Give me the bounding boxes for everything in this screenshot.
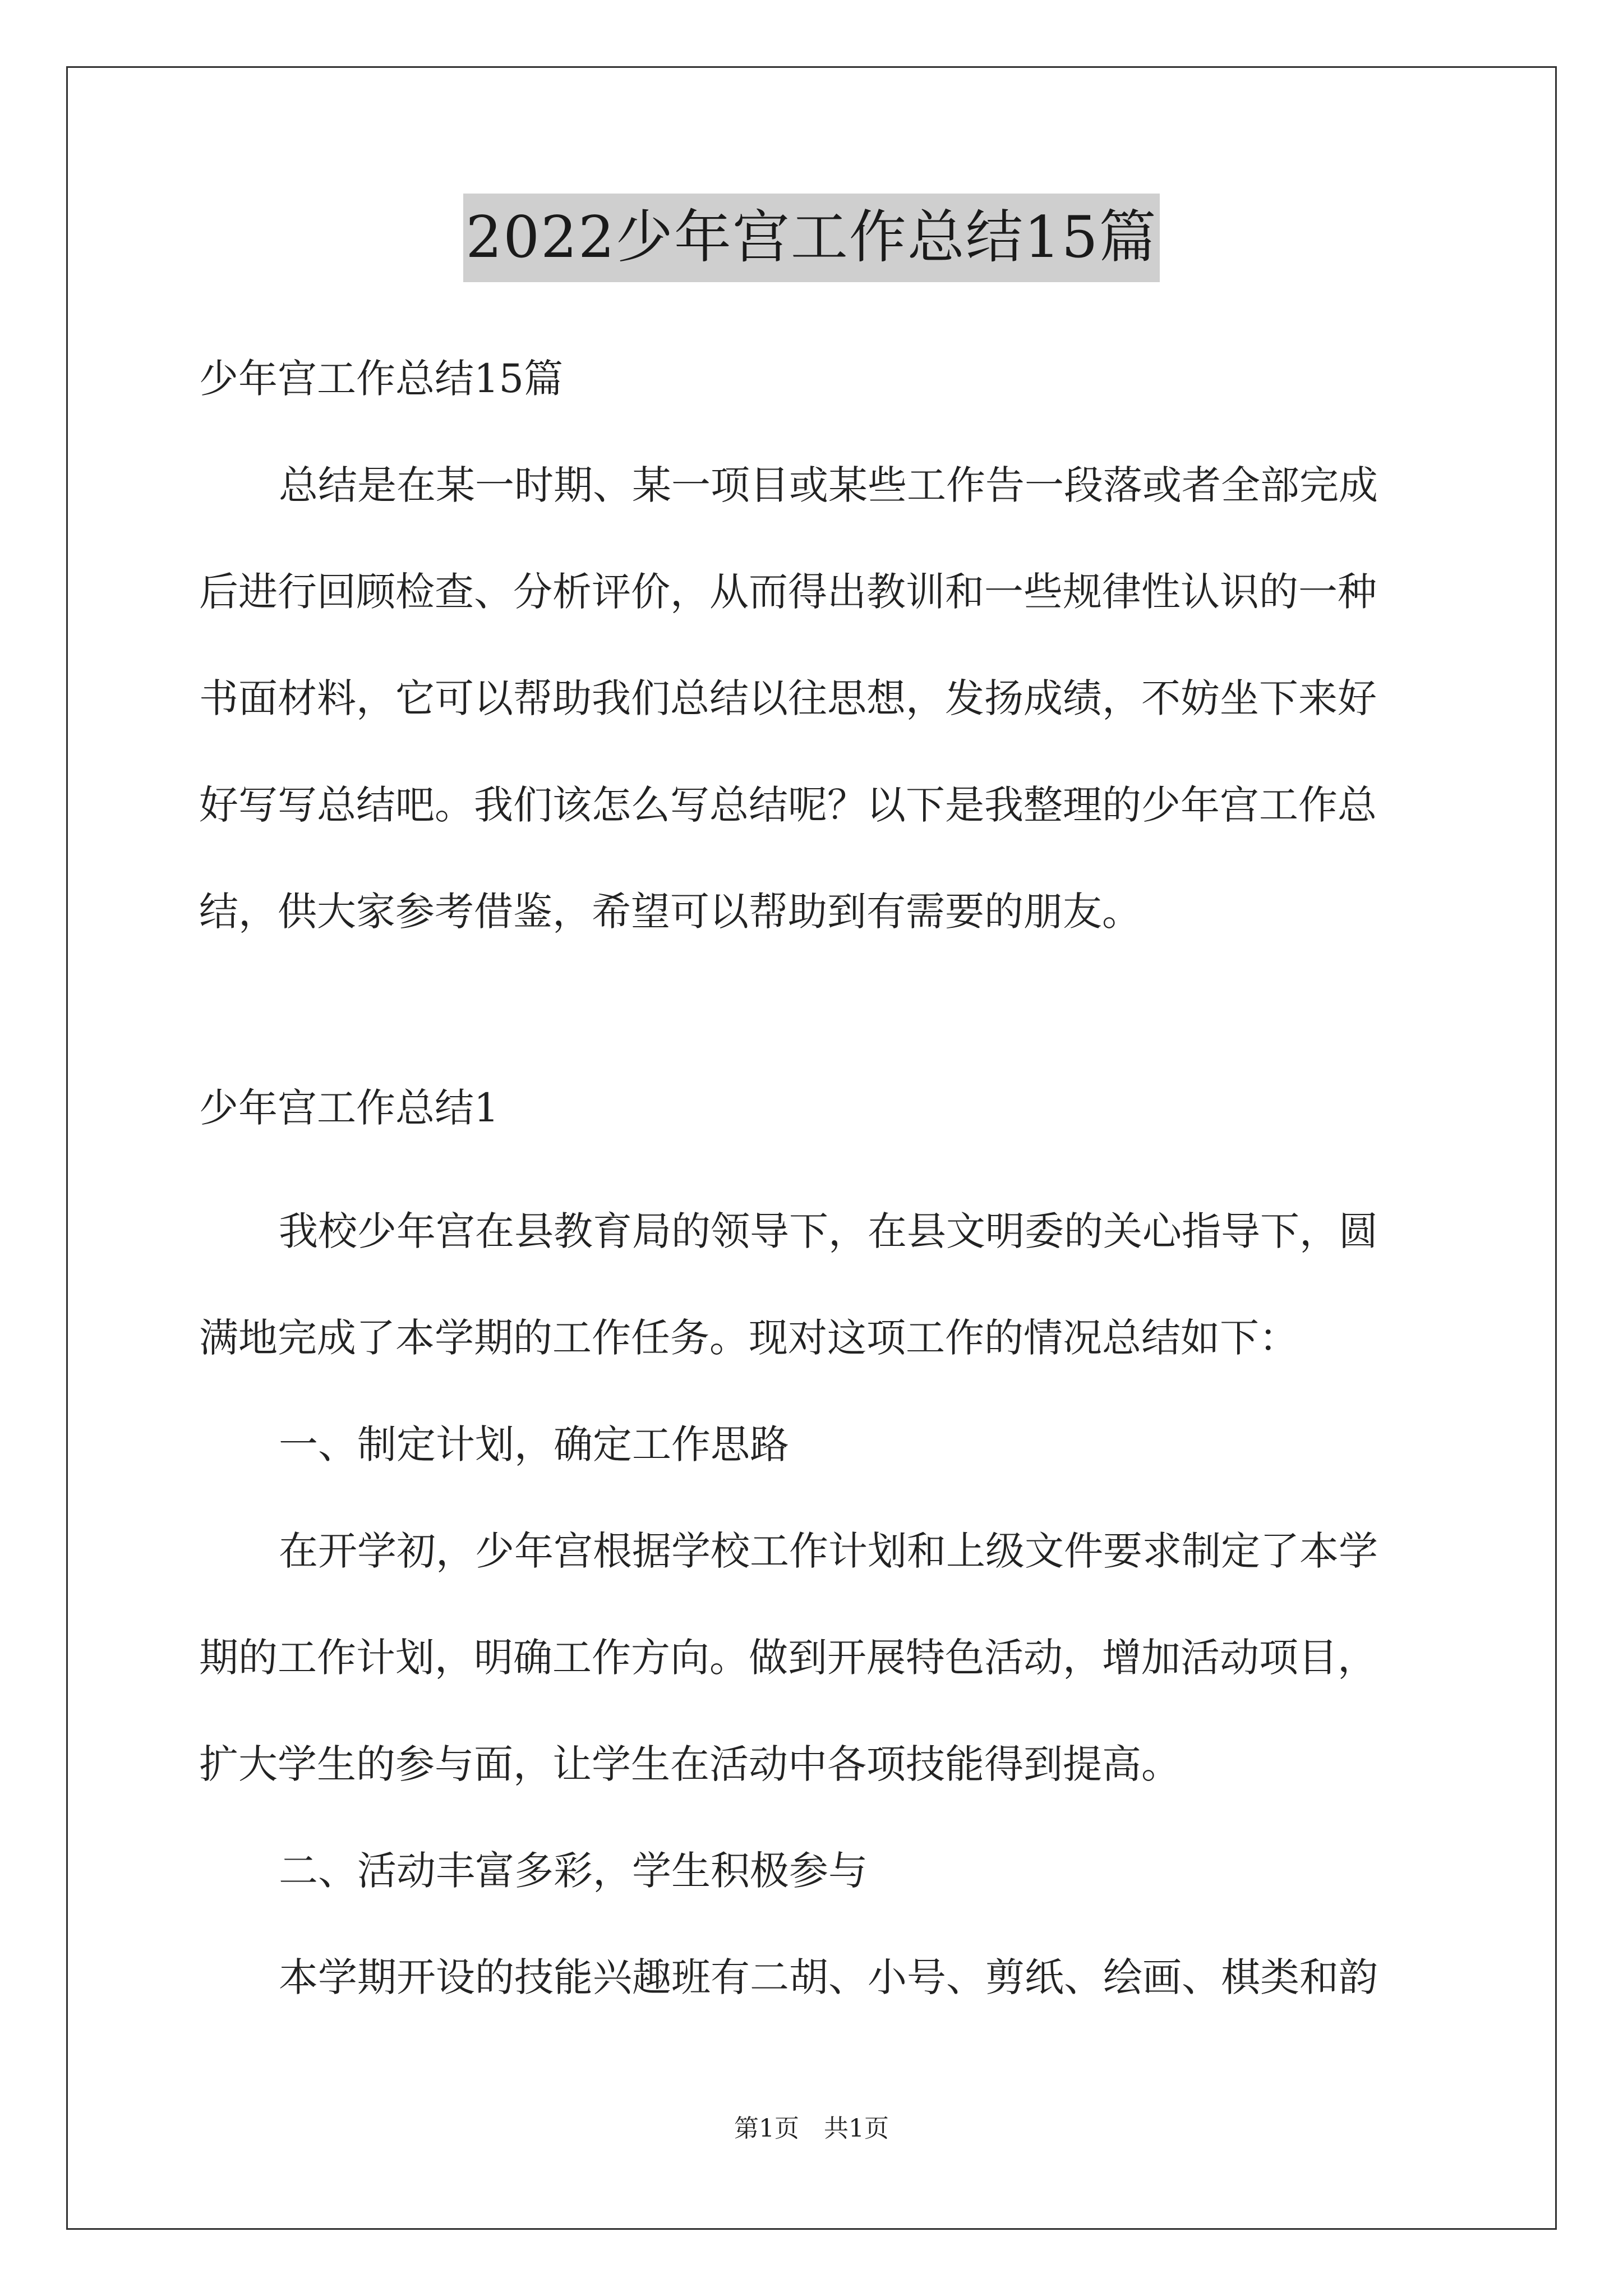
- intro-line-5: 结，供大家参考借鉴，希望可以帮助到有需要的朋友。: [199, 889, 1141, 935]
- section1-line-8: 本学期开设的技能兴趣班有二胡、小号、剪纸、绘画、棋类和韵: [279, 1954, 1378, 2000]
- section1-line-7: 二、活动丰富多彩，学生积极参与: [279, 1848, 868, 1894]
- page-footer: 第1页 共1页: [734, 2114, 889, 2143]
- document-title: 2022少年宫工作总结15篇: [463, 194, 1159, 282]
- section1-line-3: 一、制定计划，确定工作思路: [279, 1421, 789, 1467]
- intro-line-4: 好写写总结吧。我们该怎么写总结呢？以下是我整理的少年宫工作总: [199, 782, 1377, 828]
- intro-line-1: 总结是在某一时期、某一项目或某些工作告一段落或者全部完成: [279, 462, 1378, 508]
- section1-line-4: 在开学初，少年宫根据学校工作计划和上级文件要求制定了本学: [279, 1528, 1378, 1574]
- intro-line-3: 书面材料，它可以帮助我们总结以往思想，发扬成绩，不妨坐下来好: [199, 675, 1377, 721]
- section1-line-1: 我校少年宫在县教育局的领导下，在县文明委的关心指导下，圆: [279, 1208, 1378, 1254]
- title-wrap: [0, 194, 1623, 282]
- section1-line-6: 扩大学生的参与面，让学生在活动中各项技能得到提高。: [199, 1741, 1181, 1787]
- section1-line-5: 期的工作计划，明确工作方向。做到开展特色活动，增加活动项目，: [199, 1635, 1377, 1681]
- section1-line-2: 满地完成了本学期的工作任务。现对这项工作的情况总结如下：: [199, 1315, 1298, 1361]
- section1-heading: 少年宫工作总结1: [199, 1085, 499, 1131]
- intro-line-2: 后进行回顾检查、分析评价，从而得出教训和一些规律性认识的一种: [199, 569, 1377, 615]
- document-subtitle: 少年宫工作总结15篇: [199, 356, 564, 402]
